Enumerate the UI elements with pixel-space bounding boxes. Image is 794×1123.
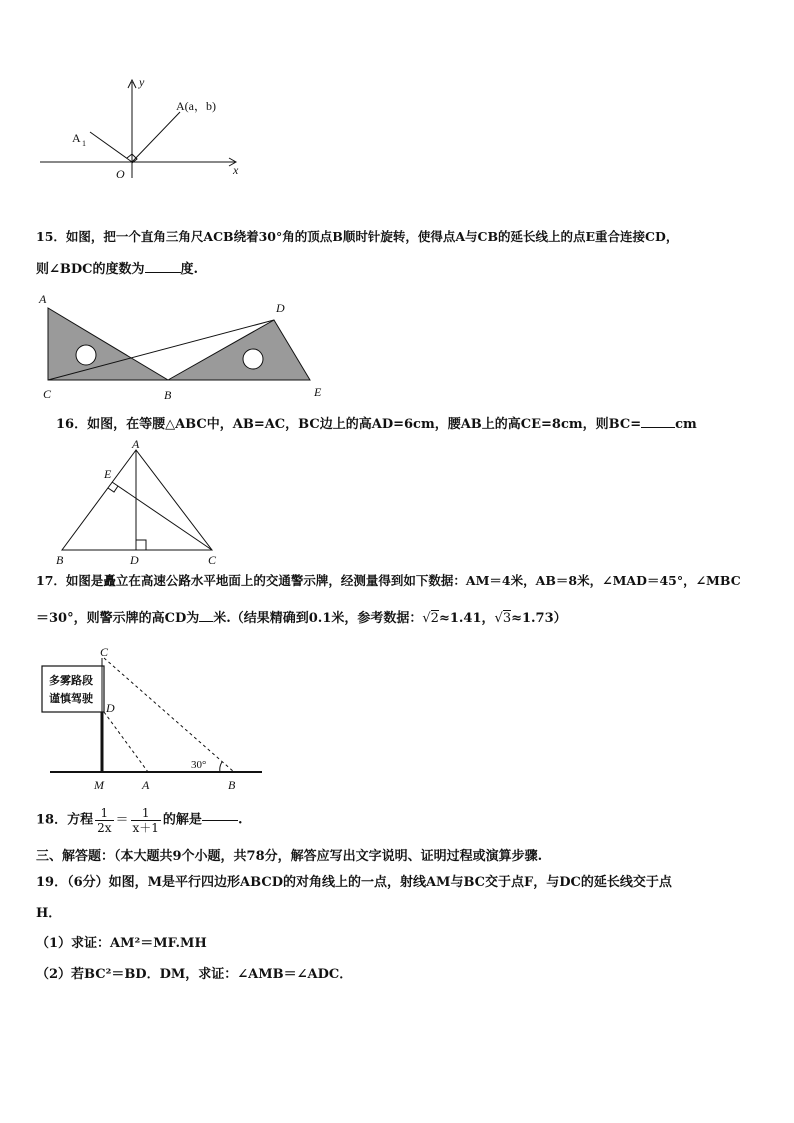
point-a-label: A(a，b) (176, 99, 216, 113)
right-angle-e (108, 486, 118, 492)
fig16-isosceles-triangle (50, 436, 230, 570)
q19-line2: H． (36, 906, 62, 921)
fraction-1-denominator: 2x (97, 821, 112, 835)
label-a: A (39, 292, 47, 306)
q15-answer-blank (145, 272, 181, 273)
label-c: C (100, 645, 109, 659)
label-c: C (208, 553, 217, 567)
sqrt3-value: 3 (502, 611, 512, 626)
q16-text-pre: 16．如图，在等腰△ABC中，AB=AC，BC边上的高AD=6cm，腰AB上的高CE=8cm，则BC= (56, 417, 642, 432)
origin-label: O (116, 167, 125, 181)
triangle-bde-hole (243, 349, 263, 369)
q17-line2 (36, 612, 567, 625)
fraction-1 (95, 806, 113, 835)
q19-part2: （2）若BC²＝BD．DM，求证：∠AMB＝∠ADC． (36, 967, 353, 982)
q18-equation (36, 806, 242, 835)
dashed-line-ca-b (104, 658, 234, 772)
q16-text-post: cm (675, 417, 697, 432)
fig14-coordinate-figure (30, 70, 260, 190)
label-a: A (132, 437, 140, 451)
dashed-line-d-a (104, 712, 148, 772)
section-3-heading: 三、解答题：（本大题共9个小题，共78分，解答应写出文字说明、证明过程或演算步骤. (36, 849, 543, 864)
equals-sign: ＝ (115, 812, 129, 828)
label-d: D (276, 301, 285, 315)
label-d: D (106, 701, 115, 715)
fig15-triangles (34, 292, 334, 404)
segment-oa (132, 112, 180, 162)
triangle-acb (48, 308, 168, 380)
angle-arc (220, 762, 222, 772)
fraction-2-numerator: 1 (131, 806, 161, 821)
x-axis-label: x (233, 163, 239, 177)
q15-line2 (36, 263, 198, 276)
q17-line2-mid: 米.（结果精确到0.1米，参考数据： (213, 611, 423, 626)
angle-label: 30° (191, 759, 207, 771)
label-d: D (130, 553, 139, 567)
sqrt-symbol: √ (422, 611, 431, 626)
q15-line2-post: 度. (180, 262, 199, 277)
y-axis-label: y (139, 75, 145, 89)
label-c: C (43, 387, 52, 401)
label-a: A (142, 778, 150, 792)
q18-prefix: 18．方程 (36, 812, 94, 828)
q16-text (56, 418, 697, 431)
sign-text-line1: 多雾路段 (49, 674, 93, 687)
altitude-ce (112, 482, 212, 550)
q19-part1: （1）求证：AM²＝MF.MH (36, 936, 207, 951)
q18-suffix: 的解是 (162, 812, 202, 828)
q15-line1: 15．如图，把一个直角三角尺ACB绕着30°角的顶点B顺时针旋转，使得点A与CB的延长线上的点E重合连接CD， (36, 229, 679, 244)
q17-line1: 17．如图是矗立在高速公路水平地面上的交通警示牌，经测量得到如下数据：AM＝4米，AB＝8米，∠MAD＝45°，∠MBC (36, 573, 741, 588)
fraction-2 (131, 806, 161, 835)
fraction-2-denominator: x＋1 (132, 821, 159, 835)
right-angle-d (136, 540, 146, 550)
label-m: M (94, 778, 104, 792)
sign-text-line2: 谨慎驾驶 (49, 692, 93, 705)
q15-line2-pre: 则∠BDC的度数为 (36, 262, 145, 277)
q18-end: . (237, 812, 243, 828)
label-b: B (164, 388, 172, 402)
label-b: B (56, 553, 64, 567)
q19-line1: 19．（6分）如图，M是平行四边形ABCD的对角线上的一点，射线AM与BC交于点F，与DC的延长线交于点 (36, 875, 672, 890)
q17-answer-blank (199, 621, 213, 622)
q18-answer-blank (202, 820, 238, 821)
sign-board (42, 666, 104, 712)
approx-1: ≈1.41， (438, 611, 495, 626)
label-b: B (228, 778, 236, 792)
q17-line2-pre: ＝30°，则警示牌的高CD为 (36, 611, 200, 626)
point-a1-subscript: 1 (82, 139, 86, 148)
fraction-1-numerator: 1 (95, 806, 113, 821)
point-a1-label: A (72, 131, 81, 145)
sqrt-symbol: √ (494, 611, 503, 626)
approx-2: ≈1.73） (511, 611, 567, 626)
label-e: E (314, 385, 322, 399)
triangle-acb-hole (76, 345, 96, 365)
sqrt2-value: 2 (430, 611, 439, 626)
label-e: E (104, 467, 112, 481)
fig17-warning-sign (36, 644, 276, 794)
q16-answer-blank (641, 427, 675, 428)
segment-oa1 (90, 132, 132, 162)
